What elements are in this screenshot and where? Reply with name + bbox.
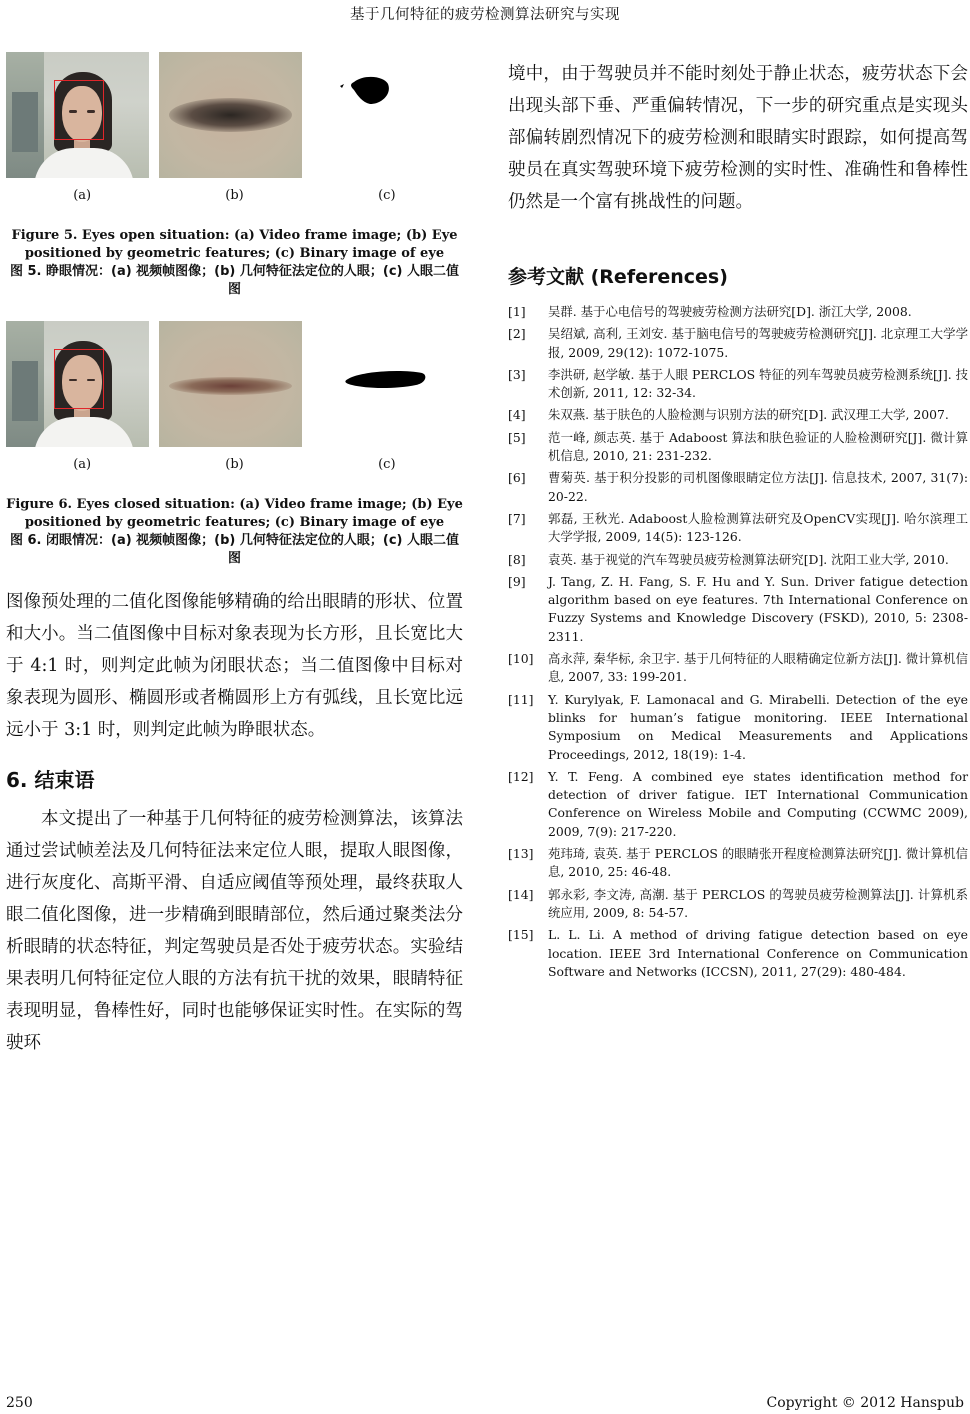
references-list [508,303,968,981]
running-title: 基于几何特征的疲劳检测算法研究与实现 [350,7,620,23]
figure-5-sub-labels [6,188,463,203]
reference-number: [9] [508,573,526,589]
left-column [6,52,463,1059]
reference-text: Y. Kurylyak, F. Lamonacal and G. Mirabelli. Detection of the eye blinks for human’s fatigue monitoring. IEEE International Symposium on Medical Measurements and Applications Proceedings, 2012, 18(19): 1-4. [548,691,968,762]
reference-text: 朱双燕. 基于肤色的人脸检测与识别方法的研究[D]. 武汉理工大学, 2007. [548,407,949,423]
reference-item [508,406,968,424]
figure-5 [6,52,463,299]
figure-5-images [6,52,463,178]
reference-text: 高永萍, 秦华标, 余卫宇. 基于几何特征的人眼精确定位新方法[J]. 微计算机信息, 2007, 33: 199-201. [548,651,968,685]
reference-item [508,469,968,506]
reference-number: [14] [508,886,534,902]
reference-item [508,325,968,362]
reference-number: [6] [508,470,526,486]
section-6-heading: 6. 结束语 [6,767,95,792]
figure-5a-video-frame-image [6,52,149,178]
figure-6b-eye-crop-image [159,321,302,447]
reference-item [508,573,968,646]
reference-item [508,845,968,882]
figure-6-sub-labels [6,457,463,472]
reference-number: [8] [508,551,526,567]
figure-6-caption-cn: 图 6. 闭眼情况：(a) 视频帧图像；(b) 几何特征法定位的人眼；(c) 人眼二值图 [9,533,460,566]
figure-6c-binary-eye-image [312,321,455,447]
reference-text: Y. T. Feng. A combined eye states identification method for detection of driver fatigue. IET International Communication Conference on Wireless Mobile and Computing (CCWMC 2009), 2009, 7(9): 217-220. [548,768,968,839]
figure-6a-video-frame-image [6,321,149,447]
reference-item [508,768,968,841]
reference-item [508,691,968,764]
reference-item [508,366,968,403]
reference-text: 李洪研, 赵学敏. 基于人眼 PERCLOS 特征的列车驾驶员疲劳检测系统[J]. 技术创新, 2011, 12: 32-34. [548,366,968,401]
reference-number: [5] [508,429,526,445]
figure-5-label-c: (c) [378,188,396,203]
copyright-notice: Copyright © 2012 Hanspub [766,1395,964,1411]
reference-number: [10] [508,651,534,667]
figure-6-caption-en: Figure 6. Eyes closed situation: (a) Video frame image; (b) Eye positioned by geometric features; (c) Binary image of eye [6,497,463,530]
references-heading: 参考文献 (References) [508,266,728,288]
figure-5b-eye-crop-image [159,52,302,178]
reference-text: 郭磊, 王秋光. Adaboost人脸检测算法研究及OpenCV实现[J]. 哈尔滨理工大学学报, 2009, 14(5): 123-126. [548,510,968,545]
reference-number: [13] [508,846,534,862]
reference-item [508,303,968,321]
reference-text: 袁英. 基于视觉的汽车驾驶员疲劳检测算法研究[D]. 沈阳工业大学, 2010. [548,551,949,567]
reference-text: J. Tang, Z. H. Fang, S. F. Hu and Y. Sun. Driver fatigue detection algorithm based on eye features. 7th International Conference on Fuzzy Systems and Knowledge Discovery (FSKD), 2010, 5: 2308-2311. [548,573,968,644]
reference-number: [7] [508,510,526,526]
reference-number: [15] [508,927,534,943]
right-column [508,58,968,985]
reference-item [508,926,968,981]
reference-number: [11] [508,691,534,707]
binary-analysis-paragraph: 图像预处理的二值化图像能够精确的给出眼睛的形状、位置和大小。当二值图像中目标对象表现为长方形，且长宽比大于 4:1 时，则判定此帧为闭眼状态；当二值图像中目标对象表现为圆形、椭圆形或者椭圆形上方有弧线，且长宽比远远小于 3:1 时，则判定此帧为睁眼状态。 [6,592,463,740]
figure-6-label-c: (c) [378,457,396,472]
reference-text: L. L. Li. A method of driving fatigue detection based on eye location. IEEE 3rd International Conference on Communication Software and Networks (ICCSN), 2011, 27(29): 480-484. [548,927,968,979]
figure-6 [6,321,463,568]
page-number: 250 [6,1395,33,1411]
reference-number: [2] [508,326,526,342]
conclusion-paragraph-continued: 境中，由于驾驶员并不能时刻处于静止状态，疲劳状态下会出现头部下垂、严重偏转情况，下一步的研究重点是实现头部偏转剧烈情况下的疲劳检测和眼睛实时跟踪，如何提高驾驶员在真实驾驶环境下疲劳检测的实时性、准确性和鲁棒性仍然是一个富有挑战性的问题。 [508,64,968,212]
reference-text: 吴群. 基于心电信号的驾驶疲劳检测方法研究[D]. 浙江大学, 2008. [548,304,912,319]
reference-item [508,551,968,569]
reference-text: 吴绍斌, 高利, 王刘安. 基于脑电信号的驾驶疲劳检测研究[J]. 北京理工大学学报, 2009, 29(12): 1072-1075. [548,326,968,360]
figure-5-label-a: (a) [73,188,92,203]
figure-5c-binary-eye-image [312,52,455,178]
reference-number: [3] [508,366,526,382]
reference-item [508,429,968,466]
figure-5-caption-cn: 图 5. 睁眼情况：(a) 视频帧图像；(b) 几何特征法定位的人眼；(c) 人眼二值图 [9,264,460,297]
reference-text: 苑玮琦, 袁英. 基于 PERCLOS 的眼睛张开程度检测算法研究[J]. 微计算机信息, 2010, 25: 46-48. [548,846,968,880]
reference-item [508,510,968,547]
conclusion-paragraph: 本文提出了一种基于几何特征的疲劳检测算法，该算法通过尝试帧差法及几何特征法来定位人眼，提取人眼图像，进行灰度化、高斯平滑、自适应阈值等预处理，最终获取人眼二值化图像，进一步精确到眼睛部位，然后通过聚类法分析眼睛的状态特征，判定驾驶员是否处于疲劳状态。实验结果表明几何特征定位人眼的方法有抗干扰的效果，眼睛特征表现明显，鲁棒性好，同时也能够保证实时性。在实际的驾驶环 [6,808,463,1053]
figure-6-images [6,321,463,447]
reference-number: [12] [508,768,534,784]
figure-6-label-a: (a) [73,457,92,472]
reference-item [508,886,968,923]
figure-5-label-b: (b) [225,188,244,203]
reference-number: [1] [508,304,526,319]
reference-number: [4] [508,407,526,423]
figure-5-caption-en: Figure 5. Eyes open situation: (a) Video frame image; (b) Eye positioned by geometric features; (c) Binary image of eye [11,228,458,261]
reference-text: 郭永彩, 李文涛, 高潮. 基于 PERCLOS 的驾驶员疲劳检测算法[J]. 计算机系统应用, 2009, 8: 54-57. [548,886,968,920]
figure-6-label-b: (b) [225,457,244,472]
reference-item [508,650,968,687]
reference-text: 曹菊英. 基于积分投影的司机图像眼睛定位方法[J]. 信息技术, 2007, 31(7): 20-22. [548,470,968,504]
reference-text: 范一峰, 颜志英. 基于 Adaboost 算法和肤色验证的人脸检测研究[J]. 微计算机信息, 2010, 21: 231-232. [548,429,968,464]
